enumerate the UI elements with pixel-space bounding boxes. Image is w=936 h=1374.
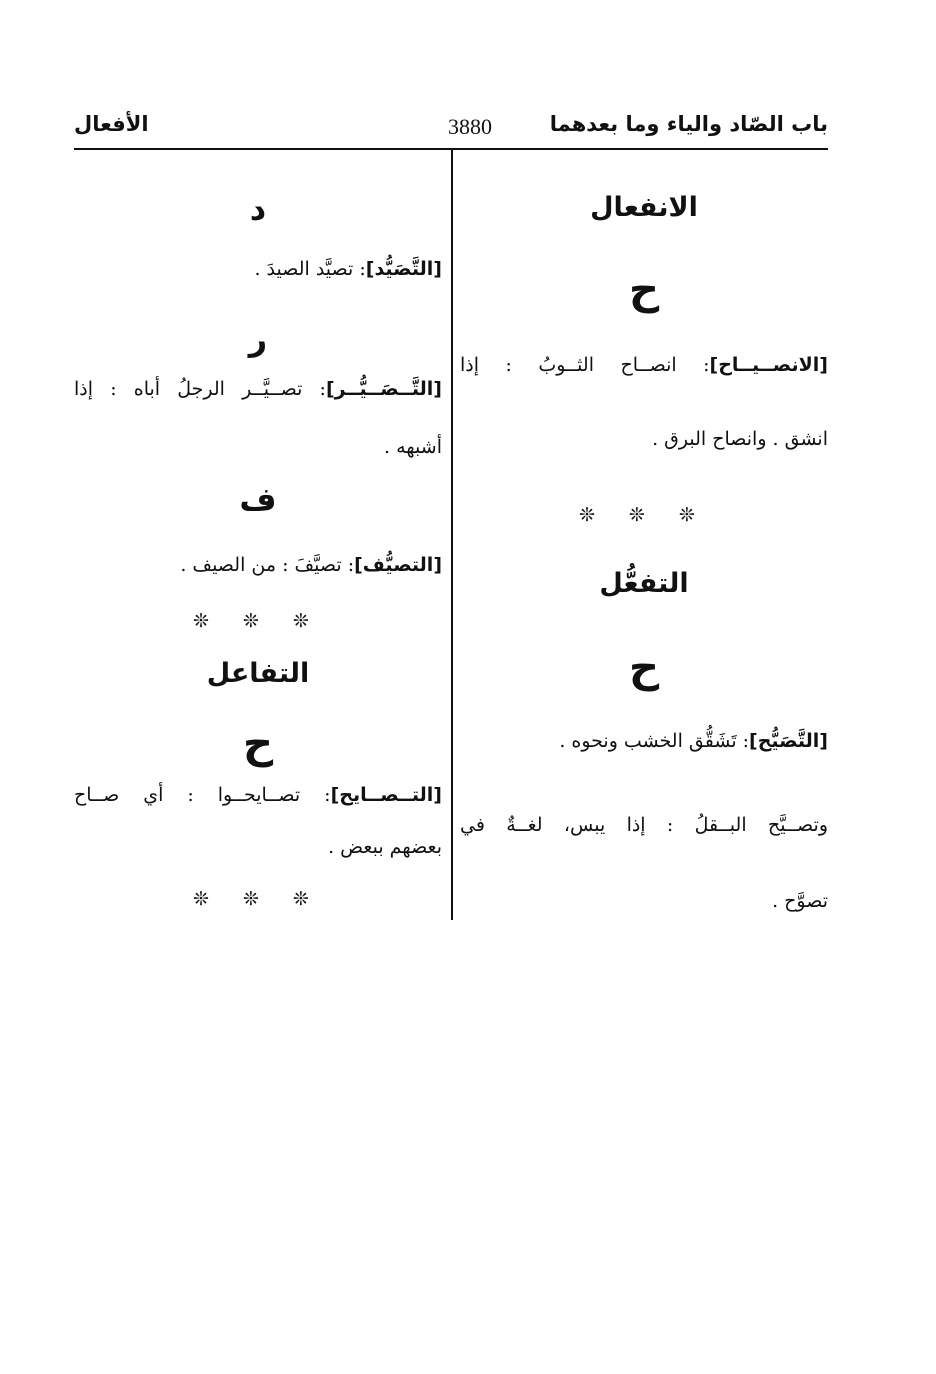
letter-heading-ha: ح xyxy=(628,642,660,691)
section-label: الأفعال xyxy=(74,112,149,136)
separator-stars: ❊ ❊ ❊ xyxy=(193,888,323,910)
letter-heading-ha: ح xyxy=(628,264,660,313)
entry-line xyxy=(460,730,828,752)
separator-stars: ❊ ❊ ❊ xyxy=(579,504,709,526)
separator-stars: ❊ ❊ ❊ xyxy=(193,610,323,632)
entry-line: أشبهه . xyxy=(384,436,442,458)
page-header xyxy=(74,108,828,150)
entry-term: [التَّصَيُّد] xyxy=(365,258,442,280)
section-title-tafaul-2: التفاعل xyxy=(206,658,310,689)
letter-heading-dal: د xyxy=(249,190,267,228)
entry-line: وتصــيَّح البــقلُ : إذا يبس، لغــةٌ في xyxy=(460,814,828,836)
entry-line xyxy=(74,554,442,576)
entry-term: [التَّصَيُّح] xyxy=(749,730,828,752)
entry-term: [التَّــصَــيُّــر] xyxy=(325,378,442,400)
entry-term: [الانصــيــاح] xyxy=(709,354,828,376)
entry-text: : تصيَّد الصيدَ . xyxy=(254,258,366,280)
entry-line xyxy=(74,378,442,400)
entry-term: [التصيُّف] xyxy=(354,554,442,576)
entry-line xyxy=(74,784,442,806)
entry-line: بعضهم ببعض . xyxy=(328,836,442,858)
chapter-title: باب الصّاد والياء وما بعدهما xyxy=(549,112,828,136)
letter-heading-fa: ف xyxy=(239,480,277,518)
entry-line xyxy=(74,258,442,280)
entry-text: : تَشَقُّق الخشب ونحوه . xyxy=(559,730,750,752)
entry-text: : تصيَّفَ : من الصيف . xyxy=(180,554,355,576)
page-number: 3880 xyxy=(448,114,492,139)
entry-text: : انصــاح الثــوبُ : إذا xyxy=(460,354,710,376)
section-title-infial: الانفعال xyxy=(590,192,698,223)
entry-term: [التــصــايح] xyxy=(330,784,442,806)
entry-line: انشق . وانصاح البرق . xyxy=(652,428,828,450)
entry-line: تصوَّح . xyxy=(772,890,828,912)
section-title-tafaul: التفعُّل xyxy=(599,568,689,599)
entry-line xyxy=(460,354,828,376)
letter-heading-ha: ح xyxy=(242,718,274,767)
letter-heading-ra: ر xyxy=(248,320,268,358)
entry-text: : تصــايحــوا : أي صــاح xyxy=(74,784,331,806)
entry-text: : تصــيَّــر الرجلُ أباه : إذا xyxy=(74,378,326,400)
column-divider xyxy=(451,148,453,920)
